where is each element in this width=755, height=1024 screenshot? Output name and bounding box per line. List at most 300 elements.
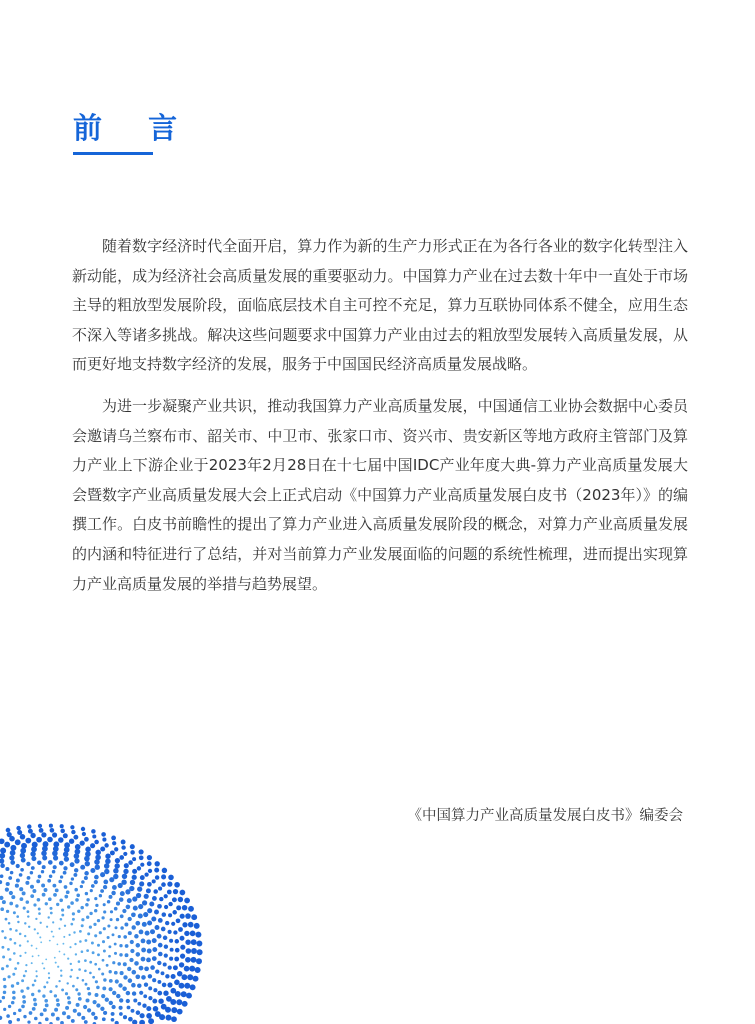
swirl-dot: [101, 916, 104, 919]
swirl-dot: [115, 979, 119, 983]
swirl-dot: [141, 939, 146, 944]
swirl-dot: [76, 1003, 80, 1007]
swirl-dot: [175, 991, 181, 997]
swirl-dot: [25, 970, 27, 972]
swirl-dot: [103, 1011, 107, 1015]
swirl-dot: [174, 882, 180, 888]
swirl-dot: [10, 860, 15, 865]
swirl-dot: [165, 1007, 171, 1013]
swirl-dot: [44, 999, 48, 1003]
swirl-dot: [190, 984, 196, 990]
swirl-dot: [49, 940, 51, 942]
swirl-dot: [136, 893, 141, 898]
swirl-dot: [34, 1017, 38, 1021]
swirl-dot: [144, 872, 148, 876]
swirl-dot: [9, 855, 14, 860]
swirl-dot: [177, 971, 182, 976]
swirl-dot: [32, 1007, 36, 1011]
swirl-dot: [111, 836, 116, 841]
swirl-dot: [164, 954, 168, 958]
swirl-dot: [41, 884, 45, 888]
swirl-dot: [132, 970, 137, 975]
swirl-dot: [162, 868, 167, 873]
swirl-dot: [2, 900, 6, 904]
swirl-dot: [67, 996, 71, 1000]
swirl-dot: [64, 885, 68, 889]
swirl-dot: [161, 971, 165, 975]
swirl-dot: [70, 963, 72, 965]
swirl-dot: [130, 940, 134, 944]
swirl-dot: [135, 921, 140, 926]
swirl-dot: [5, 887, 9, 891]
swirl-dot: [2, 996, 5, 999]
swirl-dot: [121, 845, 125, 849]
swirl-dot: [128, 978, 133, 983]
swirl-dot: [0, 863, 5, 868]
swirl-dot: [165, 921, 169, 925]
swirl-dot: [31, 945, 33, 947]
swirl-dot: [71, 1019, 75, 1023]
swirl-dot: [111, 1012, 115, 1016]
swirl-dot: [103, 927, 106, 930]
swirl-dot: [96, 1003, 100, 1007]
swirl-dot: [116, 902, 120, 906]
swirl-dot: [10, 850, 16, 856]
swirl-dot: [94, 1016, 98, 1020]
swirl-dot: [77, 1012, 81, 1016]
swirl-dot: [137, 1002, 141, 1006]
swirl-dot: [124, 923, 128, 927]
swirl-dot: [180, 953, 185, 958]
swirl-dot: [58, 880, 62, 884]
swirl-dot: [95, 865, 100, 870]
swirl-dot: [191, 957, 197, 963]
swirl-dot: [53, 893, 57, 897]
swirl-dot: [83, 1005, 87, 1009]
swirl-dot: [54, 957, 56, 959]
swirl-dot: [164, 905, 168, 909]
swirl-dot: [0, 874, 3, 878]
swirl-dot: [19, 887, 23, 891]
swirl-dot: [77, 910, 80, 913]
swirl-dot: [1, 930, 4, 933]
swirl-dot: [91, 829, 96, 834]
swirl-dot: [65, 992, 68, 995]
swirl-dot: [27, 1020, 30, 1023]
swirl-dot: [49, 874, 53, 878]
swirl-dot: [142, 922, 147, 927]
swirl-dot: [14, 967, 17, 970]
swirl-dot: [81, 827, 85, 831]
swirl-dot: [22, 891, 26, 895]
swirl-dot: [189, 966, 195, 972]
swirl-dot: [58, 980, 60, 982]
swirl-dot: [85, 892, 88, 895]
swirl-dot: [138, 914, 143, 919]
swirl-dot: [188, 922, 194, 928]
swirl-dot: [163, 962, 167, 966]
swirl-dot: [50, 912, 53, 915]
swirl-dot: [143, 912, 148, 917]
swirl-dot: [75, 988, 78, 991]
swirl-dot: [11, 895, 15, 899]
swirl-dot: [176, 918, 181, 923]
swirl-dot: [74, 858, 79, 863]
swirl-dot: [175, 948, 180, 953]
swirl-dot: [30, 885, 34, 889]
swirl-dot: [79, 930, 82, 933]
swirl-dot: [105, 859, 111, 865]
swirl-dot: [59, 861, 64, 866]
swirl-dot: [94, 875, 99, 880]
swirl-dot: [13, 952, 16, 955]
swirl-dot: [61, 909, 64, 912]
swirl-dot: [36, 948, 38, 950]
dotted-swirl-decoration: [0, 772, 215, 1024]
swirl-dot: [73, 873, 77, 877]
swirl-dot: [19, 955, 21, 957]
foreword-body: [72, 232, 688, 599]
swirl-dot: [152, 978, 156, 982]
swirl-dot: [153, 1006, 159, 1012]
swirl-dot: [28, 829, 33, 834]
swirl-dot: [78, 997, 82, 1001]
swirl-dot: [45, 902, 48, 905]
swirl-dot: [141, 975, 146, 980]
swirl-dot: [130, 844, 135, 849]
swirl-dot: [148, 869, 152, 873]
swirl-dot: [128, 917, 132, 921]
swirl-dot: [6, 882, 10, 886]
swirl-dot: [29, 1011, 33, 1015]
swirl-dot: [109, 987, 113, 991]
swirl-dot: [33, 998, 37, 1002]
swirl-dot: [94, 840, 99, 845]
swirl-dot: [179, 962, 184, 967]
swirl-dot: [86, 898, 89, 901]
swirl-dot: [16, 826, 21, 831]
swirl-dot: [60, 969, 62, 971]
swirl-dot: [17, 921, 19, 923]
swirl-dot: [141, 957, 146, 962]
swirl-dot: [10, 871, 14, 875]
swirl-dot: [119, 1006, 123, 1010]
swirl-dot: [8, 876, 12, 880]
swirl-dot: [30, 833, 35, 838]
swirl-dot: [8, 975, 11, 978]
swirl-dot: [100, 1007, 104, 1011]
swirl-dot: [115, 858, 120, 863]
swirl-dot: [95, 855, 101, 861]
swirl-dot: [53, 841, 59, 847]
swirl-dot: [163, 936, 168, 941]
swirl-dot: [103, 880, 108, 885]
swirl-dot: [118, 983, 122, 987]
swirl-dot: [78, 960, 81, 963]
swirl-dot: [79, 940, 82, 943]
swirl-dot: [128, 1017, 133, 1022]
swirl-dot: [9, 928, 12, 931]
swirl-dot: [147, 855, 152, 860]
swirl-dot: [16, 982, 19, 985]
swirl-dot: [85, 939, 88, 942]
swirl-dot: [21, 1005, 25, 1009]
swirl-dot: [164, 945, 168, 949]
swirl-dot: [89, 912, 92, 915]
swirl-dot: [0, 1000, 2, 1003]
swirl-dot: [179, 983, 185, 989]
swirl-dot: [170, 999, 176, 1005]
swirl-dot: [128, 931, 132, 935]
swirl-dot: [109, 895, 113, 899]
swirl-dot: [18, 1009, 22, 1013]
swirl-dot: [63, 866, 67, 870]
swirl-dot: [49, 990, 52, 993]
swirl-dot: [162, 912, 167, 917]
swirl-dot: [64, 842, 70, 848]
swirl-dot: [41, 832, 46, 837]
swirl-dot: [167, 930, 171, 934]
swirl-dot: [94, 909, 97, 912]
swirl-dot: [45, 1004, 49, 1008]
swirl-dot: [31, 856, 36, 861]
swirl-dot: [168, 902, 172, 906]
swirl-dot: [137, 866, 141, 870]
swirl-dot: [81, 880, 85, 884]
swirl-dot: [42, 994, 45, 997]
swirl-dot: [43, 841, 49, 847]
paragraph-2: 为进一步凝聚产业共识，推动我国算力产业高质量发展，中国通信工业协会数据中心委员会邀请乌兰察布市、韶关市、中卫市、张家口市、资兴市、贵安新区等地方政府主管部门及算力产业上下游企业于2023年2月28日在十七届中国IDC产业年度大典-算力产业高质量发展大会暨数字产业高质量发展大会上正式启动《中国算力产业高质量发展白皮书（2023年）》的编撰工作。白皮书前瞻性的提出了算力产业进入高质量发展阶段的概念，对算力产业高质量发展的内涵和特征进行了总结，并对当前算力产业发展面临的问题的系统性梳理，进而提出实现算力产业高质量发展的举措与趋势展望。: [72, 396, 688, 593]
swirl-dot: [114, 847, 118, 851]
swirl-dot: [119, 998, 123, 1002]
swirl-dot: [36, 879, 40, 883]
swirl-dot: [119, 953, 122, 956]
swirl-dot: [80, 906, 84, 910]
swirl-dot: [36, 975, 38, 977]
swirl-dot: [17, 962, 20, 965]
swirl-dot: [80, 865, 85, 870]
swirl-dot: [103, 885, 107, 889]
swirl-dot: [170, 948, 174, 952]
swirl-dot: [24, 922, 26, 924]
swirl-dot: [122, 874, 127, 879]
swirl-dot: [102, 940, 105, 943]
swirl-dot: [69, 975, 71, 977]
swirl-dot: [146, 940, 151, 945]
swirl-dot: [9, 958, 12, 961]
swirl-dot: [84, 1020, 88, 1024]
swirl-dot: [157, 934, 162, 939]
swirl-dot: [27, 915, 29, 917]
swirl-dot: [134, 961, 139, 966]
swirl-dot: [45, 959, 47, 961]
swirl-dot: [3, 978, 6, 981]
swirl-dot: [101, 832, 106, 837]
swirl-dot: [158, 887, 162, 891]
swirl-dot: [35, 970, 37, 972]
swirl-dot: [172, 910, 177, 915]
swirl-dot: [99, 894, 102, 897]
swirl-dot: [43, 1008, 47, 1012]
swirl-dot: [38, 875, 42, 879]
swirl-dot: [81, 924, 84, 927]
swirl-dot: [158, 943, 163, 948]
swirl-dot: [141, 948, 146, 953]
swirl-dot: [148, 996, 152, 1000]
swirl-dot: [103, 910, 106, 913]
swirl-dot: [0, 907, 4, 911]
swirl-dot: [103, 903, 106, 906]
swirl-dot: [142, 1004, 146, 1008]
swirl-dot: [158, 918, 163, 923]
swirl-dot: [123, 1015, 127, 1019]
swirl-dot: [123, 962, 127, 966]
swirl-dot: [112, 991, 116, 995]
swirl-dot: [161, 882, 166, 887]
swirl-dot: [26, 862, 30, 866]
swirl-dot: [15, 839, 21, 845]
swirl-dot: [57, 966, 59, 968]
swirl-dot: [63, 871, 67, 875]
swirl-dot: [20, 868, 24, 872]
swirl-dot: [166, 1015, 172, 1021]
swirl-dot: [151, 916, 156, 921]
swirl-dot: [131, 1009, 135, 1013]
swirl-dot: [87, 987, 90, 990]
swirl-dot: [107, 936, 110, 939]
swirl-dot: [164, 894, 168, 898]
swirl-dot: [15, 929, 18, 932]
swirl-dot: [59, 951, 61, 953]
swirl-dot: [147, 861, 152, 866]
swirl-dot: [35, 918, 37, 920]
swirl-dot: [114, 971, 118, 975]
swirl-dot: [182, 922, 187, 927]
swirl-dot: [187, 974, 193, 980]
swirl-dot: [194, 923, 200, 929]
swirl-dot: [136, 952, 141, 957]
swirl-dot: [17, 830, 22, 835]
swirl-dot: [122, 986, 127, 991]
swirl-dot: [197, 949, 203, 955]
swirl-dot: [67, 958, 69, 960]
swirl-dot: [67, 1001, 71, 1005]
swirl-dot: [23, 975, 26, 978]
swirl-dot: [8, 1020, 12, 1024]
swirl-dot: [52, 884, 56, 888]
swirl-dot: [114, 863, 119, 868]
swirl-dot: [152, 999, 157, 1004]
swirl-dot: [112, 885, 117, 890]
swirl-dot: [107, 900, 111, 904]
swirl-dot: [196, 958, 202, 964]
swirl-dot: [32, 842, 38, 848]
swirl-dot: [139, 881, 144, 886]
swirl-dot: [105, 998, 109, 1002]
swirl-dot: [102, 1017, 106, 1021]
swirl-dot: [132, 869, 137, 874]
swirl-dot: [43, 986, 46, 989]
swirl-dot: [110, 910, 113, 913]
swirl-dot: [85, 861, 90, 866]
swirl-dot: [27, 876, 31, 880]
swirl-dot: [185, 957, 191, 963]
swirl-dot: [1, 946, 4, 949]
swirl-dot: [114, 907, 118, 911]
swirl-dot: [95, 850, 101, 856]
swirl-dot: [23, 1015, 26, 1018]
swirl-dot: [149, 901, 154, 906]
swirl-dot: [134, 934, 139, 939]
swirl-dot: [66, 890, 70, 894]
swirl-dot: [161, 927, 166, 932]
swirl-dot: [195, 967, 201, 973]
swirl-dot: [157, 904, 162, 909]
swirl-dot: [146, 888, 151, 893]
swirl-dot: [13, 1012, 16, 1015]
swirl-dot: [62, 943, 64, 945]
swirl-dot: [48, 860, 53, 865]
swirl-dot: [178, 897, 183, 902]
swirl-dot: [66, 982, 68, 984]
swirl-dot: [173, 965, 178, 970]
swirl-dot: [87, 1008, 91, 1012]
swirl-dot: [0, 880, 2, 884]
swirl-dot: [7, 832, 12, 837]
swirl-dot: [140, 875, 145, 880]
swirl-dot: [95, 993, 99, 997]
swirl-dot: [47, 879, 51, 883]
swirl-dot: [128, 860, 133, 865]
swirl-dot: [56, 903, 59, 906]
swirl-dot: [64, 925, 66, 927]
swirl-dot: [69, 946, 71, 948]
title-underline: [73, 152, 153, 155]
swirl-dot: [120, 914, 124, 918]
swirl-dot: [196, 941, 202, 947]
swirl-dot: [19, 944, 21, 946]
swirl-dot: [30, 871, 33, 874]
swirl-dot: [21, 843, 27, 849]
swirl-dot: [76, 894, 80, 898]
swirl-dot: [84, 871, 89, 876]
swirl-dot: [72, 918, 75, 921]
swirl-dot: [126, 905, 131, 910]
swirl-dot: [97, 944, 100, 947]
swirl-dot: [0, 853, 5, 859]
swirl-dot: [106, 964, 109, 967]
swirl-dot: [84, 837, 89, 842]
swirl-dot: [38, 989, 41, 992]
swirl-dot: [131, 912, 136, 917]
swirl-dot: [161, 874, 166, 879]
swirl-dot: [73, 1009, 77, 1013]
swirl-dot: [119, 855, 124, 860]
swirl-dot: [42, 865, 46, 869]
swirl-dot: [60, 829, 65, 834]
swirl-dot: [102, 838, 106, 842]
swirl-dot: [58, 928, 60, 930]
swirl-dot: [74, 868, 78, 872]
swirl-dot: [90, 868, 95, 873]
swirl-dot: [109, 979, 113, 983]
swirl-dot: [50, 828, 55, 833]
swirl-dot: [140, 863, 144, 867]
swirl-dot: [37, 932, 39, 934]
swirl-dot: [102, 986, 106, 990]
swirl-dot: [180, 936, 185, 941]
swirl-dot: [97, 953, 100, 956]
